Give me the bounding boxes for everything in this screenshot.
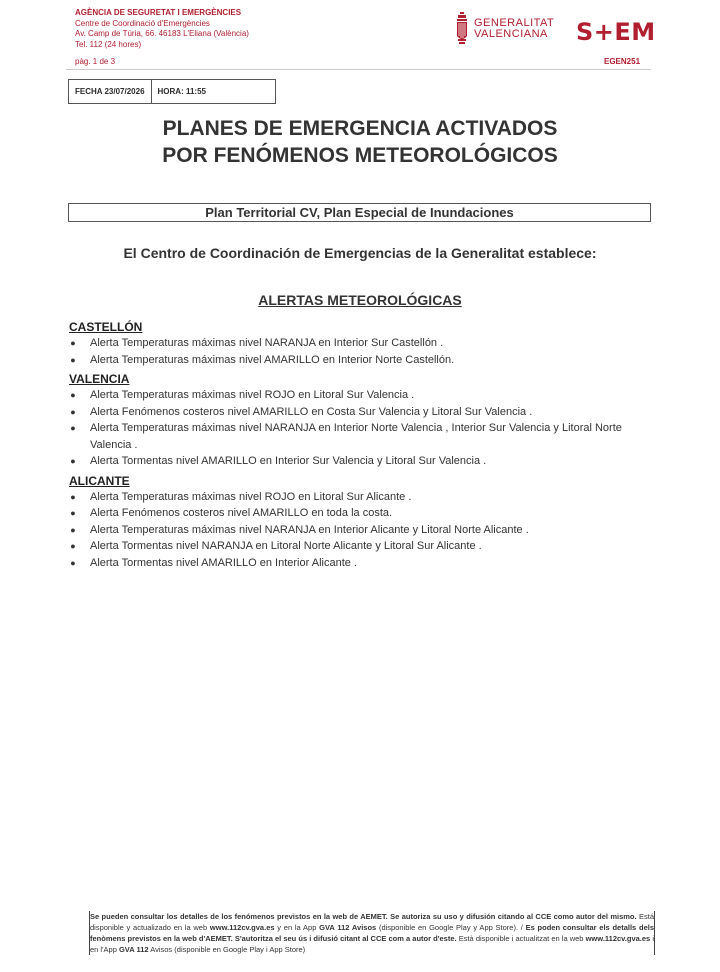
alert-list <box>69 387 653 470</box>
activated-plans-box: Plan Territorial CV, Plan Especial de Inundaciones <box>68 203 651 222</box>
bullet-icon: ● <box>70 491 76 502</box>
bullet-icon: ● <box>70 390 76 400</box>
footer-va-text1: Està disponible i actualitzat en la web <box>456 934 586 943</box>
footer-va-web-link[interactable]: www.112cv.gva.es <box>585 934 651 943</box>
alert-item <box>69 420 653 453</box>
coat-of-arms-icon <box>455 12 469 48</box>
region-block <box>69 371 653 470</box>
date-field: FECHA 23/07/2026 <box>69 80 152 103</box>
alert-item <box>69 505 653 522</box>
footer-web-link[interactable]: www.112cv.gva.es <box>209 923 275 932</box>
bullet-icon: ● <box>70 557 76 568</box>
alert-item <box>69 335 653 352</box>
alert-text: Alerta Temperaturas máximas nivel NARANJA en Interior Alicante y Litoral Norte Alicante . <box>90 523 529 536</box>
footer-va-notice: Es poden consultar els detalls dels fenòmens previstos en la web d'AEMET. S'autoritza el seu ús i difusió citant al CCE com a autor d'este. <box>90 923 654 943</box>
alert-text: Alerta Temperaturas máximas nivel ROJO en Litoral Sur Alicante . <box>90 490 412 503</box>
gva-line2: VALENCIANA <box>474 28 548 40</box>
title-line1: PLANES DE EMERGENCIA ACTIVADOS <box>162 117 558 140</box>
footer-va-text2: i en l'App <box>90 934 655 954</box>
agency-block <box>75 8 249 50</box>
header-divider <box>66 69 651 70</box>
footer-disclaimer <box>89 911 655 955</box>
document-code: EGEN251 <box>604 57 641 66</box>
center-name: Centre de Coordinació d'Emergències <box>75 18 210 28</box>
alert-list <box>69 489 653 572</box>
gva-line1: GENERALITAT <box>474 17 555 29</box>
alert-item <box>69 555 653 572</box>
agency-phone: Tel. 112 (24 hores) <box>75 39 142 49</box>
region-name: CASTELLÓN <box>69 320 143 334</box>
alert-text: Alerta Fenómenos costeros nivel AMARILLO en Costa Sur Valencia y Litoral Sur Valencia . <box>90 405 533 418</box>
alert-list <box>69 335 653 368</box>
footer-va-app-name: GVA 112 <box>118 945 149 954</box>
bullet-icon: ● <box>70 524 76 535</box>
time-field: HORA: 11:55 <box>157 87 206 96</box>
bullet-icon: ● <box>70 541 76 551</box>
agency-name: AGÈNCIA DE SEGURETAT I EMERGÈNCIES <box>75 8 242 17</box>
alert-item <box>69 538 653 555</box>
sem-logo: S+EM <box>576 18 656 46</box>
region-block <box>69 473 653 572</box>
page-number: pàg. 1 de 3 <box>75 57 116 66</box>
footer-va-text3: Avisos (disponible en Google Play i App Store) <box>148 945 306 954</box>
bullet-icon: ● <box>70 338 76 348</box>
alert-text: Alerta Tormentas nivel NARANJA en Litoral Norte Alicante y Litoral Sur Alicante . <box>90 540 482 552</box>
footer-app-name: GVA 112 Avisos <box>319 923 377 932</box>
alert-item <box>69 387 653 404</box>
bullet-icon: ● <box>70 354 76 365</box>
alert-item <box>69 453 653 470</box>
document-title <box>0 115 720 169</box>
generalitat-logo <box>455 12 555 48</box>
alerts-section-label: ALERTAS METEOROLÓGICAS <box>258 292 462 308</box>
alert-text: Alerta Temperaturas máximas nivel ROJO en Litoral Sur Valencia . <box>90 389 415 401</box>
alert-text: Alerta Tormentas nivel AMARILLO en Interior Sur Valencia y Litoral Sur Valencia . <box>90 455 487 467</box>
date-time-box <box>68 79 276 104</box>
footer-es-text1: Está disponible y actualizado en la web <box>90 912 654 932</box>
bullet-icon: ● <box>70 423 76 433</box>
title-line2: POR FENÓMENOS METEOROLÓGICOS <box>162 144 558 167</box>
alert-item <box>69 352 653 369</box>
alert-item <box>69 489 653 506</box>
footer-es-notice: Se pueden consultar los detalles de los fenómenos previstos en la web de AEMET. Se autoriza su uso y difusión citando al CCE como autor del mismo. <box>90 912 637 921</box>
bullet-icon: ● <box>70 406 76 417</box>
footer-es-text3: (disponible en Google Play y App Store). / <box>376 923 526 932</box>
regions-list <box>69 319 653 574</box>
alert-text: Alerta Temperaturas máximas nivel AMARILLO en Interior Norte Castellón. <box>90 353 455 366</box>
region-name: VALENCIA <box>69 372 130 386</box>
alert-text: Alerta Tormentas nivel AMARILLO en Interior Alicante . <box>90 556 357 569</box>
bullet-icon: ● <box>70 508 76 518</box>
alert-text: Alerta Fenómenos costeros nivel AMARILLO en toda la costa. <box>90 507 393 519</box>
region-block <box>69 319 653 368</box>
footer-es-text2: y en la App <box>274 923 320 932</box>
alerts-section-title <box>0 292 720 308</box>
region-name: ALICANTE <box>69 473 130 488</box>
alert-text: Alerta Temperaturas máximas nivel NARANJA en Interior Sur Castellón . <box>90 337 444 349</box>
agency-address: Av. Camp de Túria, 66. 46183 L'Eliana (València) <box>75 29 249 38</box>
bullet-icon: ● <box>70 456 76 466</box>
alert-item <box>69 404 653 421</box>
generalitat-wordmark <box>474 18 554 40</box>
alert-text: Alerta Temperaturas máximas nivel NARANJA en Interior Norte Valencia , Interior Sur Valencia y Litoral Norte Valencia . <box>90 422 622 451</box>
intro-statement: El Centro de Coordinación de Emergencias de la Generalitat establece: <box>123 245 597 261</box>
alert-item <box>69 522 653 539</box>
